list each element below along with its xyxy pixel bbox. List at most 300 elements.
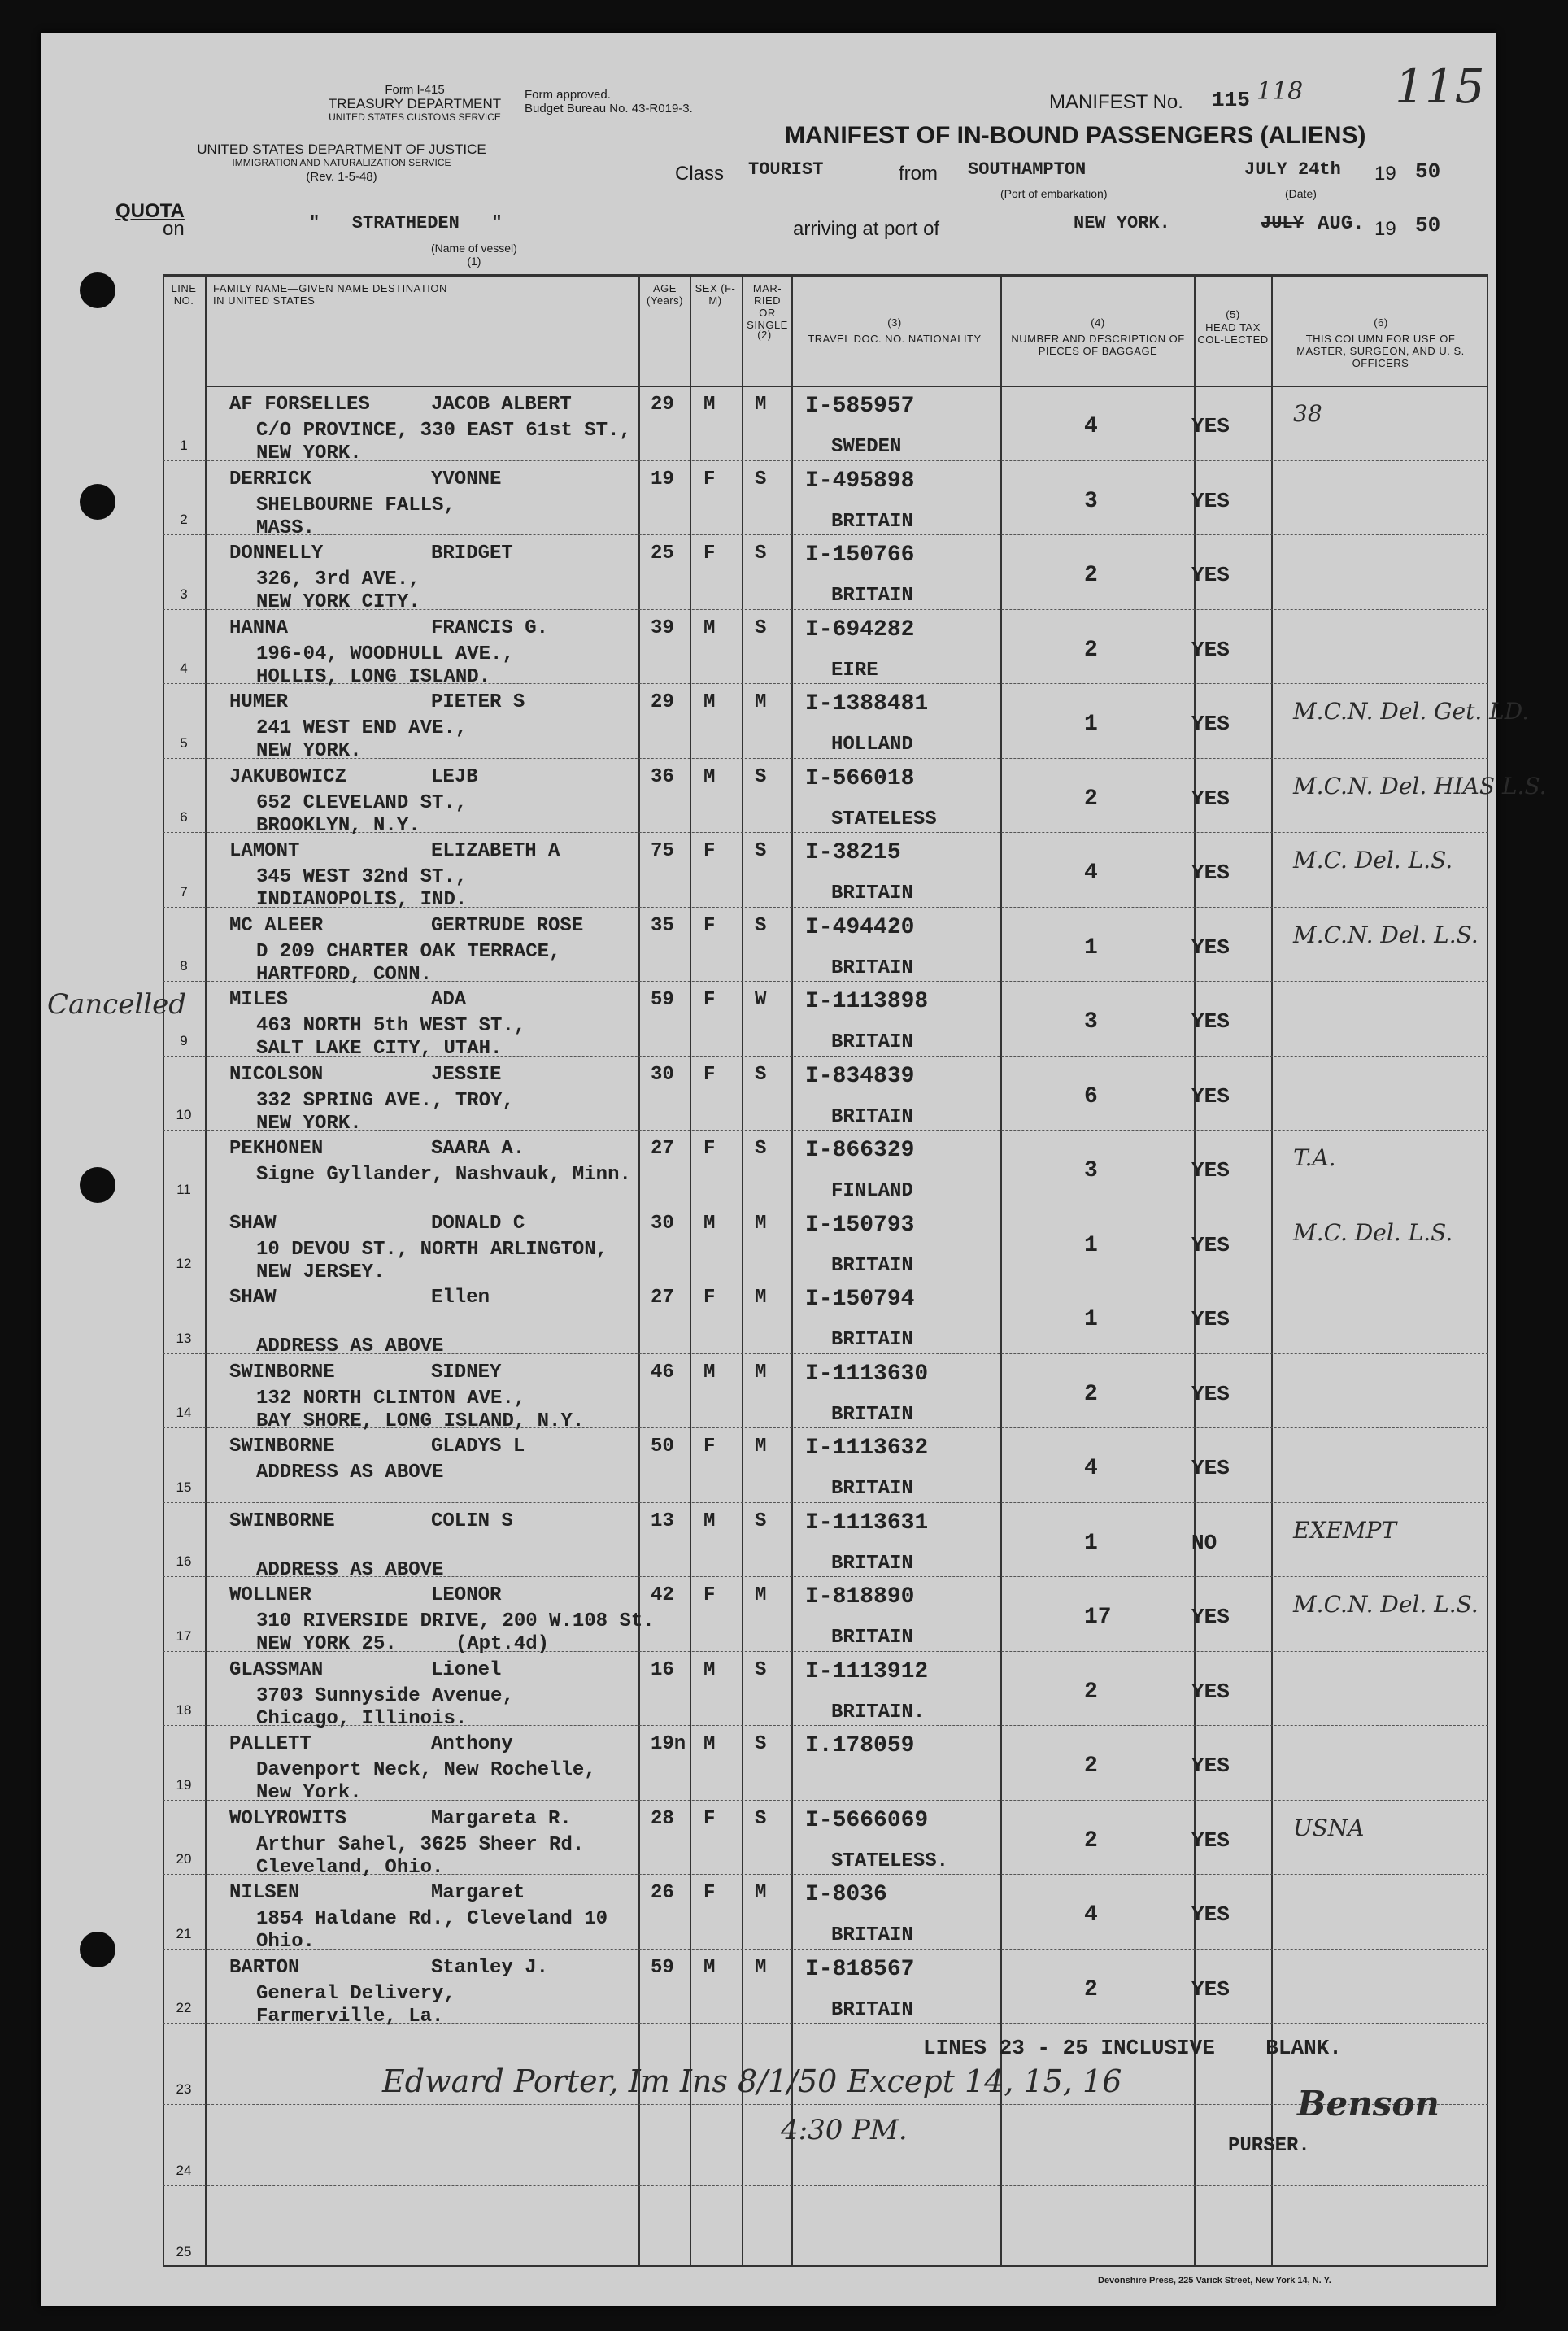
nationality: BRITAIN: [831, 1627, 913, 1649]
travel-doc-number: I.178059: [805, 1733, 915, 1758]
embarkation-port: SOUTHAMPTON: [968, 159, 1087, 180]
family-name: HANNA: [229, 617, 289, 639]
sex: F: [703, 1807, 716, 1830]
travel-doc-number: I-834839: [805, 1063, 915, 1089]
table-row: [163, 1576, 1488, 1655]
baggage-count: 2: [1084, 637, 1098, 663]
marital-status: M: [755, 1956, 767, 1979]
family-name: WOLYROWITS: [229, 1807, 347, 1830]
marital-status: S: [755, 468, 767, 490]
arrival-year: 50: [1415, 213, 1441, 237]
col-baggage: NUMBER AND DESCRIPTION OF PIECES OF BAGGAGE: [1011, 333, 1185, 357]
officer-note: T.A.: [1293, 1144, 1336, 1171]
line-number: 7: [180, 883, 188, 900]
arrival-year-prefix: 19: [1374, 218, 1396, 240]
blank-row: [163, 2185, 1488, 2267]
age: 26: [651, 1882, 674, 1904]
line-number: 11: [176, 1181, 191, 1197]
table-row: [163, 534, 1488, 613]
family-name: PALLETT: [229, 1733, 311, 1755]
head-tax: YES: [1191, 1083, 1230, 1109]
baggage-count: 4: [1084, 861, 1098, 886]
col-name: FAMILY NAME—GIVEN NAME DESTINATION IN UNITED STATES: [213, 282, 447, 307]
address-line-1: 10 DEVOU ST., NORTH ARLINGTON,: [256, 1238, 608, 1261]
treasury-dept: TREASURY DEPARTMENT: [328, 96, 502, 111]
printer-imprint: Devonshire Press, 225 Varick Street, New York 14, N. Y.: [1098, 2276, 1331, 2285]
age: 35: [651, 914, 674, 937]
table-row: [163, 1800, 1488, 1879]
address-line-1: C/O PROVINCE, 330 EAST 61st ST.,: [256, 420, 631, 442]
given-name: Lionel: [431, 1658, 502, 1681]
age: 59: [651, 1956, 674, 1979]
family-name: WOLLNER: [229, 1584, 311, 1606]
family-name: AF FORSELLES: [229, 394, 370, 416]
given-name: COLIN S: [431, 1510, 513, 1532]
head-tax: YES: [1191, 1976, 1230, 2002]
table-row: [163, 683, 1530, 762]
table-row: [163, 1502, 1488, 1581]
age: 46: [651, 1361, 674, 1383]
from-label: from: [899, 163, 938, 185]
address-line-2: Cleveland, Ohio.: [256, 1856, 444, 1879]
sex: F: [703, 1138, 716, 1160]
officer-note: M.C. Del. L.S.: [1293, 847, 1453, 874]
table-row: [163, 1874, 1488, 1953]
col-doc: TRAVEL DOC. NO. NATIONALITY: [808, 333, 982, 345]
head-tax: YES: [1191, 1456, 1230, 1480]
nationality: BRITAIN: [831, 1329, 913, 1351]
address-line-1: SHELBOURNE FALLS,: [256, 494, 455, 516]
officer-note: M.C.N. Del. L.S.: [1293, 1591, 1479, 1618]
nationality: BRITAIN.: [831, 1701, 926, 1723]
marital-status: S: [755, 1658, 767, 1681]
sex: M: [703, 617, 716, 639]
marital-status: M: [755, 691, 767, 713]
sex: M: [703, 1733, 716, 1755]
col-sex: SEX (F-M): [695, 282, 736, 307]
budget-bureau: Budget Bureau No. 43-R019-3.: [525, 102, 693, 115]
nationality: BRITAIN: [831, 1031, 913, 1053]
line-number: 2: [180, 512, 188, 527]
punch-hole: [80, 1932, 115, 1967]
address-line-1: 326, 3rd AVE.,: [256, 569, 420, 590]
line-number: 18: [176, 1702, 192, 1718]
baggage-count: 2: [1084, 1754, 1098, 1779]
col-officers: THIS COLUMN FOR USE OF MASTER, SURGEON, AND U. S. OFFICERS: [1296, 333, 1465, 369]
line-number: 23: [176, 2081, 192, 2097]
sex: F: [703, 840, 716, 862]
marital-status: M: [755, 1436, 767, 1457]
given-name: JACOB ALBERT: [431, 394, 572, 416]
given-name: Ellen: [431, 1287, 490, 1309]
marital-status: S: [755, 542, 767, 564]
baggage-count: 1: [1084, 1232, 1098, 1258]
line-number: 24: [176, 2163, 192, 2178]
line-number: 6: [180, 809, 188, 825]
address-line-2: NEW YORK.: [256, 740, 362, 762]
given-name: YVONNE: [431, 468, 502, 490]
given-name: DONALD C: [431, 1212, 525, 1235]
line-number: 17: [176, 1627, 192, 1644]
line-number: 16: [176, 1553, 192, 1569]
officer-note: USNA: [1293, 1814, 1365, 1841]
baggage-count: 3: [1084, 1158, 1098, 1183]
address-line-1: 196-04, WOODHULL AVE.,: [256, 643, 514, 665]
table-row: [163, 1949, 1488, 2028]
travel-doc-number: I-5666069: [805, 1807, 929, 1833]
arrival-date-struck: JULY: [1261, 213, 1304, 233]
baggage-count: 2: [1084, 563, 1098, 588]
head-tax: YES: [1191, 488, 1230, 513]
head-tax: YES: [1191, 712, 1230, 736]
officer-note: EXEMPT: [1293, 1516, 1396, 1544]
marital-status: S: [755, 1510, 767, 1532]
sex: M: [703, 1361, 716, 1383]
nationality: STATELESS.: [831, 1850, 949, 1872]
family-name: HUMER: [229, 691, 289, 713]
given-name: SIDNEY: [431, 1361, 502, 1383]
travel-doc-number: I-8036: [805, 1882, 887, 1907]
col-num-3: (3): [887, 316, 902, 329]
age: 27: [651, 1138, 674, 1160]
address-line-1: 332 SPRING AVE., TROY,: [256, 1089, 514, 1112]
col-tax: HEAD TAX COL-LECTED: [1197, 321, 1269, 346]
col-married: MAR-RIED OR SINGLE: [747, 282, 788, 331]
sex: F: [703, 989, 716, 1011]
given-name: ELIZABETH A: [431, 840, 560, 862]
head-tax: YES: [1191, 1605, 1230, 1629]
col-num-6: (6): [1374, 316, 1388, 329]
nationality: FINLAND: [831, 1180, 913, 1202]
nationality: SWEDEN: [831, 436, 902, 458]
marital-status: M: [755, 1212, 767, 1235]
line-number: 14: [176, 1405, 192, 1420]
baggage-count: 4: [1084, 1902, 1098, 1928]
address-line-2: NEW YORK 25. (Apt.4d): [256, 1633, 550, 1655]
baggage-count: 4: [1084, 414, 1098, 439]
table-row: [163, 1279, 1488, 1357]
head-tax: YES: [1191, 1828, 1230, 1853]
address-line-2: ADDRESS AS ABOVE: [256, 1335, 444, 1357]
baggage-count: 3: [1084, 1009, 1098, 1035]
col-line: LINE NO.: [171, 282, 197, 307]
sex: M: [703, 1212, 716, 1235]
address-line-1: Arthur Sahel, 3625 Sheer Rd.: [256, 1833, 585, 1856]
nationality: BRITAIN: [831, 882, 913, 904]
nationality: HOLLAND: [831, 734, 913, 756]
age: 19n: [651, 1733, 686, 1755]
marital-status: S: [755, 1807, 767, 1830]
age: 39: [651, 617, 674, 639]
nationality: BRITAIN: [831, 1254, 913, 1277]
table-row: [163, 1651, 1488, 1730]
marital-status: S: [755, 840, 767, 862]
date-caption: (Date): [1285, 187, 1317, 200]
address-line-1: 310 RIVERSIDE DRIVE, 200 W.108 St.: [256, 1610, 655, 1632]
address-line-2: NEW YORK.: [256, 1112, 362, 1135]
family-name: DONNELLY: [229, 542, 324, 564]
manifest-title: MANIFEST OF IN-BOUND PASSENGERS (ALIENS): [785, 122, 1366, 149]
table-row: [163, 609, 1488, 688]
head-tax: YES: [1191, 563, 1230, 587]
sex: M: [703, 765, 716, 788]
sex: F: [703, 1436, 716, 1457]
baggage-count: 17: [1084, 1605, 1112, 1630]
nationality: BRITAIN: [831, 1403, 913, 1426]
family-name: SWINBORNE: [229, 1436, 335, 1457]
on-label: on: [163, 218, 185, 240]
age: 16: [651, 1658, 674, 1681]
family-name: DERRICK: [229, 468, 311, 490]
given-name: Stanley J.: [431, 1956, 549, 1979]
col-num-2: (2): [757, 329, 772, 341]
class-value: TOURIST: [748, 159, 824, 180]
nationality: BRITAIN: [831, 510, 913, 533]
travel-doc-number: I-1113632: [805, 1436, 929, 1461]
punch-hole: [80, 1167, 115, 1203]
marital-status: M: [755, 1882, 767, 1904]
marital-status: S: [755, 1138, 767, 1160]
sex: F: [703, 1584, 716, 1606]
baggage-count: 3: [1084, 488, 1098, 514]
line-number: 21: [176, 1925, 192, 1941]
inspector-signature: Edward Porter, Im Ins 8/1/50 Except 14, 15, 16: [382, 2063, 1122, 2099]
table-row: [163, 1353, 1488, 1432]
line-number: 3: [180, 586, 188, 602]
baggage-count: 4: [1084, 1456, 1098, 1481]
family-name: NICOLSON: [229, 1063, 324, 1086]
nationality: EIRE: [831, 659, 878, 682]
table-row: [163, 386, 1488, 464]
family-name: SHAW: [229, 1287, 277, 1309]
travel-doc-number: I-38215: [805, 840, 901, 865]
address-line-2: ADDRESS AS ABOVE: [256, 1558, 444, 1581]
address-line-2: HARTFORD, CONN.: [256, 963, 433, 986]
travel-doc-number: I-694282: [805, 617, 915, 643]
purser-label: PURSER.: [1228, 2135, 1310, 2157]
table-row: [163, 832, 1488, 911]
address-line-1: 1854 Haldane Rd., Cleveland 10: [256, 1908, 608, 1930]
address-line-1: General Delivery,: [256, 1982, 455, 2005]
address-line-2: INDIANOPOLIS, IND.: [256, 889, 468, 911]
head-tax: YES: [1191, 786, 1230, 811]
address-line-1: 3703 Sunnyside Avenue,: [256, 1684, 514, 1707]
head-tax: YES: [1191, 637, 1230, 662]
year-prefix: 19: [1374, 163, 1396, 185]
address-line-2: Chicago, Illinois.: [256, 1707, 468, 1730]
col-num-4: (4): [1091, 316, 1105, 329]
manifest-page: [41, 33, 1547, 2306]
given-name: BRIDGET: [431, 542, 513, 564]
given-name: LEONOR: [431, 1584, 502, 1606]
travel-doc-number: I-150793: [805, 1212, 915, 1238]
head-tax: YES: [1191, 1679, 1230, 1704]
address-line-2: NEW YORK CITY.: [256, 591, 420, 613]
head-tax: YES: [1191, 861, 1230, 885]
family-name: BARTON: [229, 1956, 300, 1979]
marital-status: S: [755, 765, 767, 788]
line-number: 10: [176, 1107, 192, 1122]
address-line-2: Ohio.: [256, 1931, 316, 1953]
officer-note: 38: [1293, 400, 1322, 427]
manifest-handwritten-number: 118: [1257, 77, 1304, 106]
nationality: BRITAIN: [831, 1552, 913, 1575]
line-number: 1: [180, 437, 188, 453]
line-number: 22: [176, 2000, 192, 2015]
passenger-table: [163, 274, 1547, 2267]
family-name: SWINBORNE: [229, 1361, 335, 1383]
given-name: SAARA A.: [431, 1138, 525, 1160]
travel-doc-number: I-818567: [805, 1956, 915, 1982]
address-line-1: ADDRESS AS ABOVE: [256, 1462, 444, 1484]
customs-service: UNITED STATES CUSTOMS SERVICE: [329, 111, 501, 123]
age: 30: [651, 1063, 674, 1086]
sex: M: [703, 1658, 716, 1681]
marital-status: S: [755, 1733, 767, 1755]
address-line-2: SALT LAKE CITY, UTAH.: [256, 1038, 503, 1060]
line-number: 13: [176, 1330, 192, 1346]
travel-doc-number: I-494420: [805, 914, 915, 940]
given-name: Margareta R.: [431, 1807, 572, 1830]
table-row: [163, 1056, 1488, 1135]
family-name: LAMONT: [229, 840, 300, 862]
address-line-1: 652 CLEVELAND ST.,: [256, 791, 468, 814]
officer-note: M.C.N. Del. HIAS L.S.: [1293, 772, 1547, 800]
arrival-date: AUG.: [1318, 213, 1365, 235]
given-name: Margaret: [431, 1882, 525, 1904]
age: 59: [651, 989, 674, 1011]
manifest-number: 115: [1212, 88, 1250, 112]
marital-status: M: [755, 394, 767, 416]
vessel-name: " STRATHEDEN ": [309, 213, 503, 233]
age: 50: [651, 1436, 674, 1457]
margin-cancelled-note: Cancelled: [47, 988, 186, 1021]
given-name: GERTRUDE ROSE: [431, 914, 584, 937]
port-caption: (Port of embarkation): [1000, 187, 1108, 200]
address-line-1: 132 NORTH CLINTON AVE.,: [256, 1387, 526, 1409]
head-tax: YES: [1191, 1307, 1230, 1331]
marital-status: M: [755, 1361, 767, 1383]
revision: (Rev. 1-5-48): [306, 170, 377, 184]
given-name: FRANCIS G.: [431, 617, 549, 639]
marital-status: S: [755, 617, 767, 639]
marital-status: M: [755, 1584, 767, 1606]
punch-hole: [80, 484, 115, 520]
age: 27: [651, 1287, 674, 1309]
arriving-label: arriving at port of: [793, 218, 940, 240]
officer-note: M.C.N. Del. L.S.: [1293, 921, 1479, 948]
address-line-1: Davenport Neck, New Rochelle,: [256, 1759, 596, 1781]
address-line-2: BAY SHORE, LONG ISLAND, N.Y.: [256, 1409, 585, 1432]
nationality: BRITAIN: [831, 585, 913, 607]
line-number: 8: [180, 958, 188, 974]
form-approved: Form approved.: [525, 88, 611, 102]
given-name: PIETER S: [431, 691, 525, 713]
family-name: MILES: [229, 989, 289, 1011]
travel-doc-number: I-1113898: [805, 989, 929, 1014]
family-name: JAKUBOWICZ: [229, 765, 347, 788]
manifest-number-label: MANIFEST No.: [1049, 91, 1183, 113]
corner-number: 115: [1395, 59, 1485, 114]
officer-note: M.C.N. Del. Get. LD.: [1293, 698, 1530, 725]
head-tax: YES: [1191, 1754, 1230, 1778]
travel-doc-number: I-1113630: [805, 1361, 929, 1387]
head-tax: YES: [1191, 1381, 1230, 1406]
ins-service: IMMIGRATION AND NATURALIZATION SERVICE: [232, 157, 451, 168]
address-line-1: Signe Gyllander, Nashvauk, Minn.: [256, 1164, 631, 1186]
sex: F: [703, 1063, 716, 1086]
nationality: STATELESS: [831, 808, 937, 830]
travel-doc-number: I-495898: [805, 468, 915, 494]
year: 50: [1415, 159, 1441, 184]
sex: F: [703, 1287, 716, 1309]
sex: F: [703, 1882, 716, 1904]
nationality: BRITAIN: [831, 956, 913, 979]
arrival-port: NEW YORK.: [1074, 213, 1170, 233]
baggage-count: 1: [1084, 1307, 1098, 1332]
class-label: Class: [675, 163, 725, 185]
line-number: 15: [176, 1479, 192, 1495]
table-row: [163, 1725, 1488, 1804]
age: 75: [651, 840, 674, 862]
given-name: LEJB: [431, 765, 478, 788]
table-row: [163, 1427, 1488, 1502]
sex: M: [703, 394, 716, 416]
blank-lines-note: LINES 23 - 25 INCLUSIVE BLANK.: [923, 2036, 1342, 2060]
baggage-count: 1: [1084, 1530, 1098, 1556]
address-line-2: HOLLIS, LONG ISLAND.: [256, 665, 491, 688]
given-name: GLADYS L: [431, 1436, 525, 1457]
table-row: [163, 907, 1488, 986]
address-line-2: NEW JERSEY.: [256, 1261, 385, 1283]
age: 13: [651, 1510, 674, 1532]
family-name: SHAW: [229, 1212, 277, 1235]
baggage-count: 2: [1084, 1976, 1098, 2002]
head-tax: YES: [1191, 1902, 1230, 1927]
col-age: AGE (Years): [647, 282, 683, 307]
nationality: BRITAIN: [831, 1924, 913, 1946]
travel-doc-number: I-1113631: [805, 1510, 929, 1536]
line-number: 12: [176, 1256, 192, 1271]
travel-doc-number: I-1113912: [805, 1658, 929, 1684]
head-tax: YES: [1191, 414, 1230, 438]
given-name: ADA: [431, 989, 467, 1011]
family-name: NILSEN: [229, 1882, 300, 1904]
address-line-2: NEW YORK.: [256, 442, 362, 464]
baggage-count: 2: [1084, 786, 1098, 812]
address-line-2: MASS.: [256, 516, 316, 539]
baggage-count: 2: [1084, 1828, 1098, 1854]
given-name: Anthony: [431, 1733, 513, 1755]
table-row: [163, 460, 1488, 539]
age: 25: [651, 542, 674, 564]
marital-status: W: [755, 989, 767, 1011]
age: 29: [651, 394, 674, 416]
officer-note: M.C. Del. L.S.: [1293, 1218, 1453, 1246]
punch-hole: [80, 272, 115, 308]
baggage-count: 1: [1084, 935, 1098, 961]
address-line-1: D 209 CHARTER OAK TERRACE,: [256, 940, 561, 963]
purser-signature: Benson: [1297, 2084, 1440, 2124]
family-name: MC ALEER: [229, 914, 324, 937]
line-number: 9: [180, 1032, 188, 1048]
family-name: PEKHONEN: [229, 1138, 324, 1160]
form-number: Form I-415: [385, 83, 445, 97]
sex: M: [703, 1510, 716, 1532]
age: 28: [651, 1807, 674, 1830]
head-tax: YES: [1191, 1009, 1230, 1034]
age: 29: [651, 691, 674, 713]
